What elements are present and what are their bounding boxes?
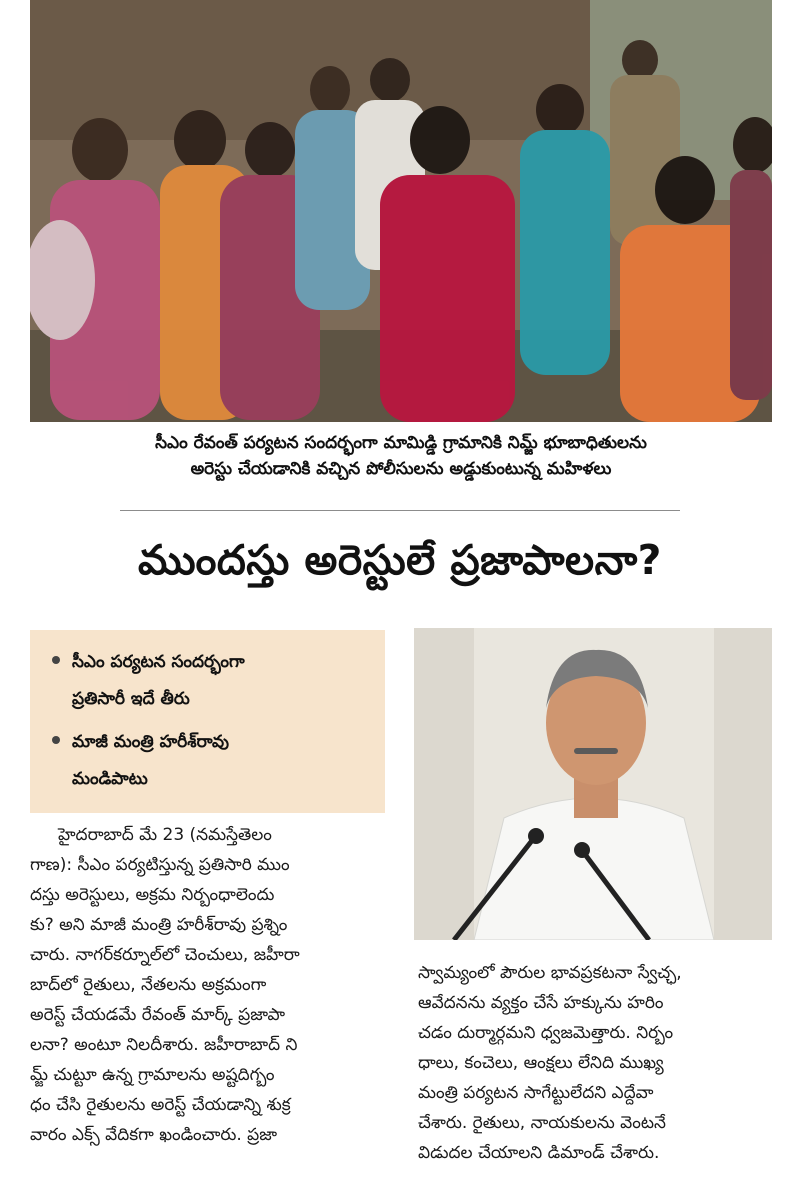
body-line: అరెస్ట్ చేయడమే రేవంత్ మార్క్ ప్రజాపా bbox=[30, 1005, 285, 1025]
body-line: ధం చేసి రైతులను అరెస్ట్ చేయడాన్ని శుక్ర bbox=[30, 1095, 291, 1115]
caption-line-1: సీఎం రేవంత్ పర్యటన సందర్భంగా మామిడ్డి గ్రామానికి నిమ్జ్ భూబాధితులను bbox=[155, 433, 647, 453]
article-body-right bbox=[418, 958, 772, 1168]
bullet-icon bbox=[52, 656, 60, 664]
body-line: చడం దుర్మార్గమని ధ్వజమెత్తారు. నిర్బం bbox=[418, 1023, 674, 1043]
highlight-line: ప్రతిసారీ ఇదే తీరు bbox=[72, 689, 190, 709]
highlight-line: మాజీ మంత్రి హరీశ్‌రావు bbox=[72, 732, 229, 752]
body-line: దస్తు అరెస్టులు, అక్రమ నిర్బంధాలెందు bbox=[30, 885, 275, 905]
body-line: హైదరాబాద్ మే 23 (నమస్తేతెలం bbox=[58, 825, 272, 845]
body-line: ఆవేదనను వ్యక్తం చేసే హక్కును హరిం bbox=[418, 993, 664, 1013]
body-line: విడుదల చేయాలని డిమాండ్ చేశారు. bbox=[418, 1143, 660, 1163]
body-line: వారం ఎక్స్ వేదికగా ఖండించారు. ప్రజా bbox=[30, 1125, 277, 1145]
article-body-left bbox=[30, 820, 390, 1150]
body-line: ధాలు, కంచెలు, ఆంక్షలు లేనిది ముఖ్య bbox=[418, 1053, 664, 1073]
body-line: స్వామ్యంలో పౌరుల భావప్రకటనా స్వేచ్ఛ, bbox=[418, 963, 682, 983]
caption-divider bbox=[120, 510, 680, 511]
bullet-icon bbox=[52, 736, 60, 744]
body-line: లనా? అంటూ నిలదీశారు. జహీరాబాద్ ని bbox=[30, 1035, 298, 1055]
body-line: బాద్‌లో రైతులు, నేతలను అక్రమంగా bbox=[30, 975, 267, 995]
protest-photo bbox=[30, 0, 772, 422]
article-headline: ముందస్తు అరెస్టులే ప్రజాపాలనా? bbox=[138, 536, 662, 584]
highlight-line: మండిపాటు bbox=[72, 769, 148, 789]
highlights-box bbox=[30, 630, 385, 813]
highlight-item bbox=[52, 724, 371, 798]
caption-line-2: అరెస్టు చేయడానికి వచ్చిన పోలీసులను అడ్డుకుంటున్న మహిళలు bbox=[190, 459, 612, 479]
body-line: చారు. నాగర్‌కర్నూల్‌లో చెంచులు, జహీరా bbox=[30, 945, 300, 965]
highlight-line: సీఎం పర్యటన సందర్భంగా bbox=[72, 652, 245, 672]
body-line: గాణ): సీఎం పర్యటిస్తున్న ప్రతిసారి ముం bbox=[30, 855, 290, 875]
body-line: మ్జ్ చుట్టూ ఉన్న గ్రామాలను అష్టదిగ్బం bbox=[30, 1065, 275, 1085]
highlight-item bbox=[52, 644, 371, 718]
body-line: చేశారు. రైతులు, నాయకులను వెంటనే bbox=[418, 1113, 666, 1133]
body-line: మంత్రి పర్యటన సాగేట్టులేదని ఎద్దేవా bbox=[418, 1083, 654, 1103]
portrait-photo bbox=[414, 628, 772, 940]
body-line: కు? అని మాజీ మంత్రి హరీశ్‌రావు ప్రశ్నిం bbox=[30, 915, 288, 935]
photo-caption bbox=[30, 430, 772, 482]
